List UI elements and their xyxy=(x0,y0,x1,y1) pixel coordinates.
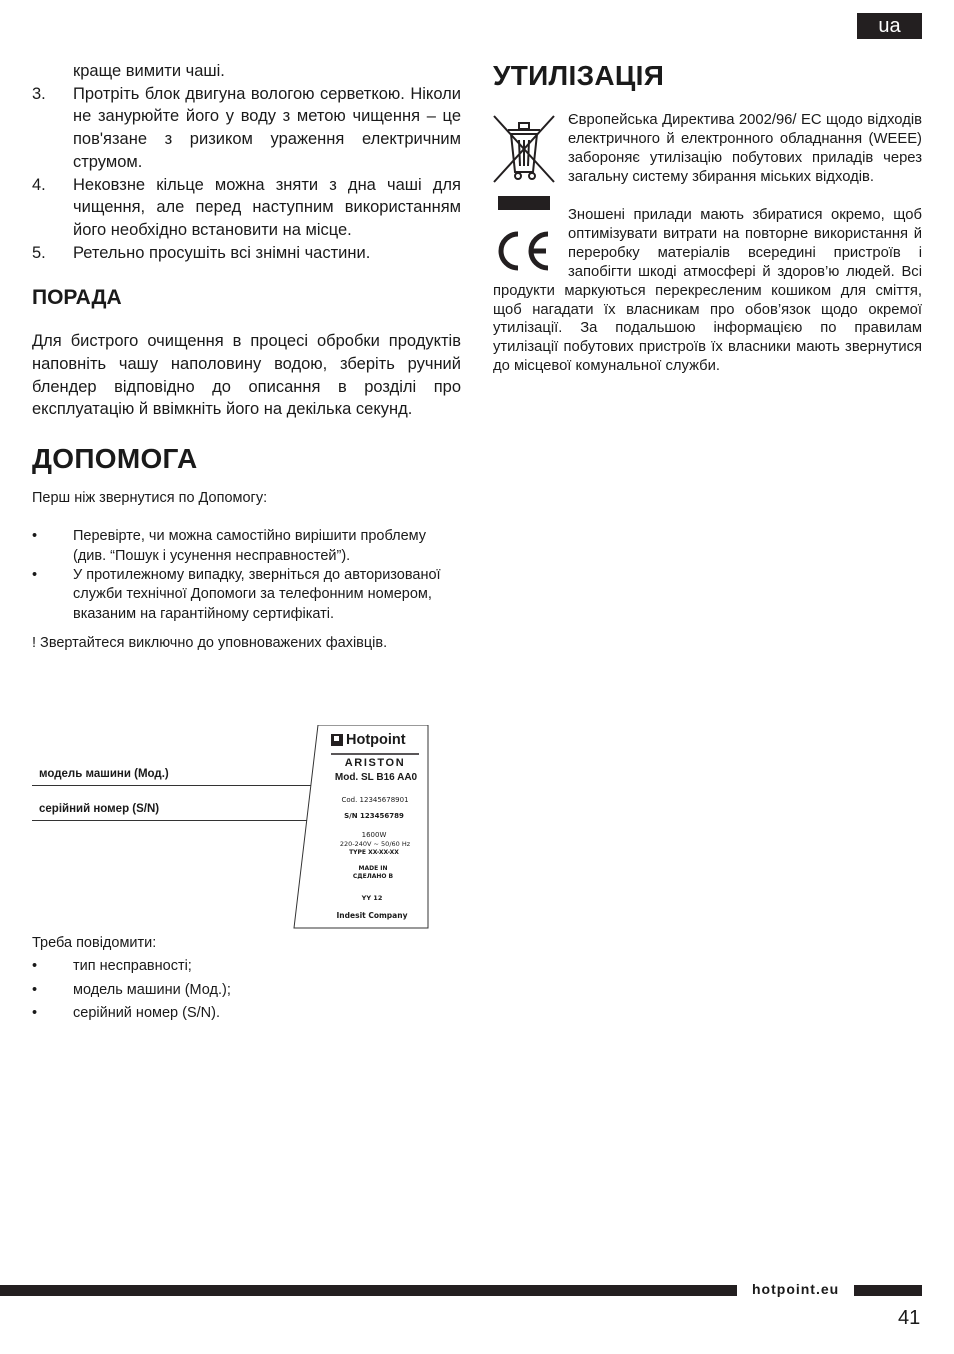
bullet-dot: • xyxy=(32,567,38,584)
model-code: Mod. SL B16 AA0 xyxy=(334,772,418,783)
voltage-rating: 220-240V ~ 50/60 Hz xyxy=(339,840,411,848)
step-number: 3. xyxy=(32,84,46,103)
bullet-text: модель машини (Мод.); xyxy=(73,981,231,998)
weee-bin-icon xyxy=(492,114,556,212)
footer-bar-right xyxy=(854,1285,922,1296)
bullet-text: Перевірте, чи можна самостійно вирішити проблему (див. “Пошук і усунення несправностей”). xyxy=(73,528,427,564)
brand-logo xyxy=(331,732,423,748)
disposal-paragraph-2-text: Зношені прилади мають збиратися окремо, щоб оптимізувати витрати на повторне використання й переробку матеріалів всередині пристроїв і запобігти шкоді атмосфері й здоров’ю людей. Всі продукти маркуються перекресленим кошиком для сміття, щоб нагадати їх власникам про обов’язок щодо окремої утилізації. За подальшою інформацією по правилам утилізації побутових пристроїв їх власники мають звернутися до місцевої комунальної служби. xyxy=(493,207,922,375)
step-number: 4. xyxy=(32,175,46,194)
bullet-dot: • xyxy=(32,528,38,545)
disposal-paragraph-2 xyxy=(493,206,922,376)
footer-url: hotpoint.eu xyxy=(752,1281,840,1297)
list-item xyxy=(32,566,461,624)
brand-name: Hotpoint xyxy=(346,732,406,748)
intro-line: краще вимити чаші. xyxy=(73,62,225,80)
help-bullet-list xyxy=(32,527,461,623)
step-number: 5. xyxy=(32,243,46,262)
hotpoint-mark-icon xyxy=(331,734,343,746)
list-item xyxy=(32,957,461,976)
step-text: Нековзне кільце можна зняти з дна чаші для чищення, але перед наступним використанням його необхідно встановити на місце. xyxy=(73,175,461,239)
step-text: Ретельно просушіть всі знімні частини. xyxy=(73,243,371,262)
power-rating: 1600W xyxy=(361,831,387,839)
tip-heading: ПОРАДА xyxy=(32,286,122,310)
help-intro: Перш ніж звернутися по Допомогу: xyxy=(32,490,268,507)
list-item xyxy=(32,527,461,566)
disposal-heading: УТИЛІЗАЦІЯ xyxy=(493,60,665,91)
right-column xyxy=(493,60,922,92)
rating-plate xyxy=(293,725,429,929)
bullet-text: тип несправності; xyxy=(73,958,192,975)
made-in: MADE IN xyxy=(358,865,388,872)
help-note: ! Звертайтеся виключно до уповноважених фахівців. xyxy=(32,634,388,651)
bullet-dot: • xyxy=(32,981,38,998)
bullet-dot: • xyxy=(32,958,38,975)
page-number: 41 xyxy=(898,1307,921,1329)
bullet-dot: • xyxy=(32,1004,38,1021)
tip-text: Для бистрого очищення в процесі обробки продуктів наповніть чашу наполовину водою, зберіть ручний блендер відповідно до описання в розділі про експлуатацію й ввімкніть його на декілька секунд. xyxy=(32,332,461,419)
year-code: YY 12 xyxy=(361,894,383,902)
model-leader-line xyxy=(32,785,330,786)
serial-label: серійний номер (S/N) xyxy=(39,803,160,815)
type-code: TYPE XX-XX-XX xyxy=(349,849,399,856)
language-badge: ua xyxy=(857,13,922,39)
list-item xyxy=(32,242,461,265)
list-item xyxy=(32,83,461,174)
list-item xyxy=(32,174,461,242)
sub-brand: ARISTON xyxy=(344,757,406,769)
report-section xyxy=(32,934,461,1023)
bullet-text: У протилежному випадку, зверніться до авторизованої служби технічної Допомоги за телефонним номером, вказаним на гарантійному сертифікаті. xyxy=(73,567,441,622)
step-text: Протріть блок двигуна вологою серветкою. Ніколи не занурюйте його у воду з метою чищення – це пов'язане з ризиком ураження електричним струмом. xyxy=(73,84,461,171)
list-item xyxy=(32,1004,461,1023)
bullet-text: серійний номер (S/N). xyxy=(73,1004,220,1021)
cod-number: Cod. 12345678901 xyxy=(341,796,409,804)
cleaning-steps-list xyxy=(32,83,461,265)
help-heading: ДОПОМОГА xyxy=(32,443,198,475)
model-label: модель машини (Мод.) xyxy=(39,768,169,780)
made-in-ua: СДЕЛАНО В xyxy=(352,873,394,880)
disposal-paragraph-1: Європейська Директива 2002/96/ EC щодо відходів електричного й електронного обладнання (WEEE) забороняє утилізацію побутових приладів через загальну систему збирання міських відходів. xyxy=(568,112,922,185)
left-column xyxy=(32,60,461,653)
footer-bar-left xyxy=(0,1285,737,1296)
report-intro: Треба повідомити: xyxy=(32,935,157,951)
list-item xyxy=(32,981,461,1000)
company-name: Indesit Company xyxy=(336,911,408,920)
serial-number: S/N 123456789 xyxy=(344,812,404,820)
